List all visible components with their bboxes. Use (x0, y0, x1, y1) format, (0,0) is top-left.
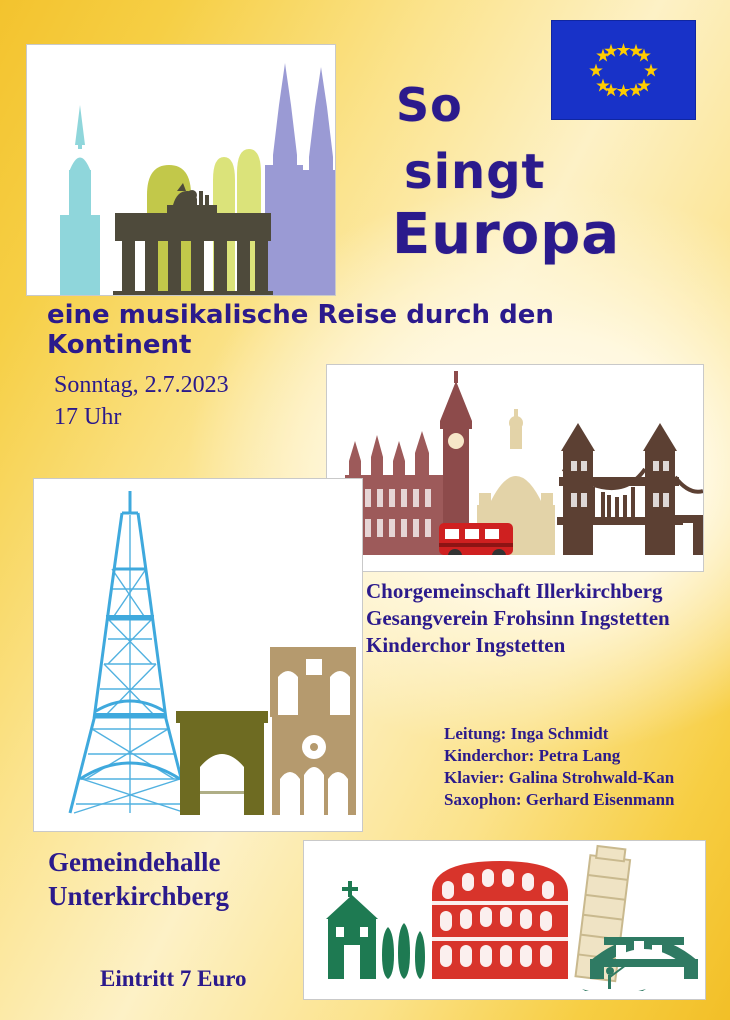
choir-item: Chorgemeinschaft Illerkirchberg (366, 579, 663, 603)
page-title-line-1: So (396, 78, 463, 132)
event-date: Sonntag, 2.7.2023 (54, 372, 229, 398)
london-skyline-image (326, 364, 704, 572)
credit-item: Kinderchor: Petra Lang (444, 746, 621, 765)
credit-item: Klavier: Galina Strohwald-Kan (444, 768, 675, 787)
rome-venice-skyline-image (303, 840, 706, 1000)
page-title-line-3: Europa (392, 202, 621, 267)
venue-block (48, 845, 229, 913)
choir-item: Gesangverein Frohsinn Ingstetten (366, 606, 670, 630)
berlin-skyline-image (26, 44, 336, 296)
paris-skyline-image (33, 478, 363, 832)
choir-list (366, 578, 670, 659)
european-union-flag-icon (551, 20, 696, 120)
credits-list (444, 723, 675, 811)
page-subtitle: eine musikalische Reise durch den Kontinent (47, 300, 554, 360)
venue-line-1: Gemeindehalle (48, 847, 221, 877)
page-title-line-2: singt (404, 144, 546, 200)
ticket-price: Eintritt 7 Euro (100, 966, 247, 991)
credit-item: Saxophon: Gerhard Eisenmann (444, 790, 675, 809)
credit-item: Leitung: Inga Schmidt (444, 724, 609, 743)
choir-item: Kinderchor Ingstetten (366, 633, 566, 657)
venue-line-2: Unterkirchberg (48, 881, 229, 911)
event-time: 17 Uhr (54, 404, 122, 430)
